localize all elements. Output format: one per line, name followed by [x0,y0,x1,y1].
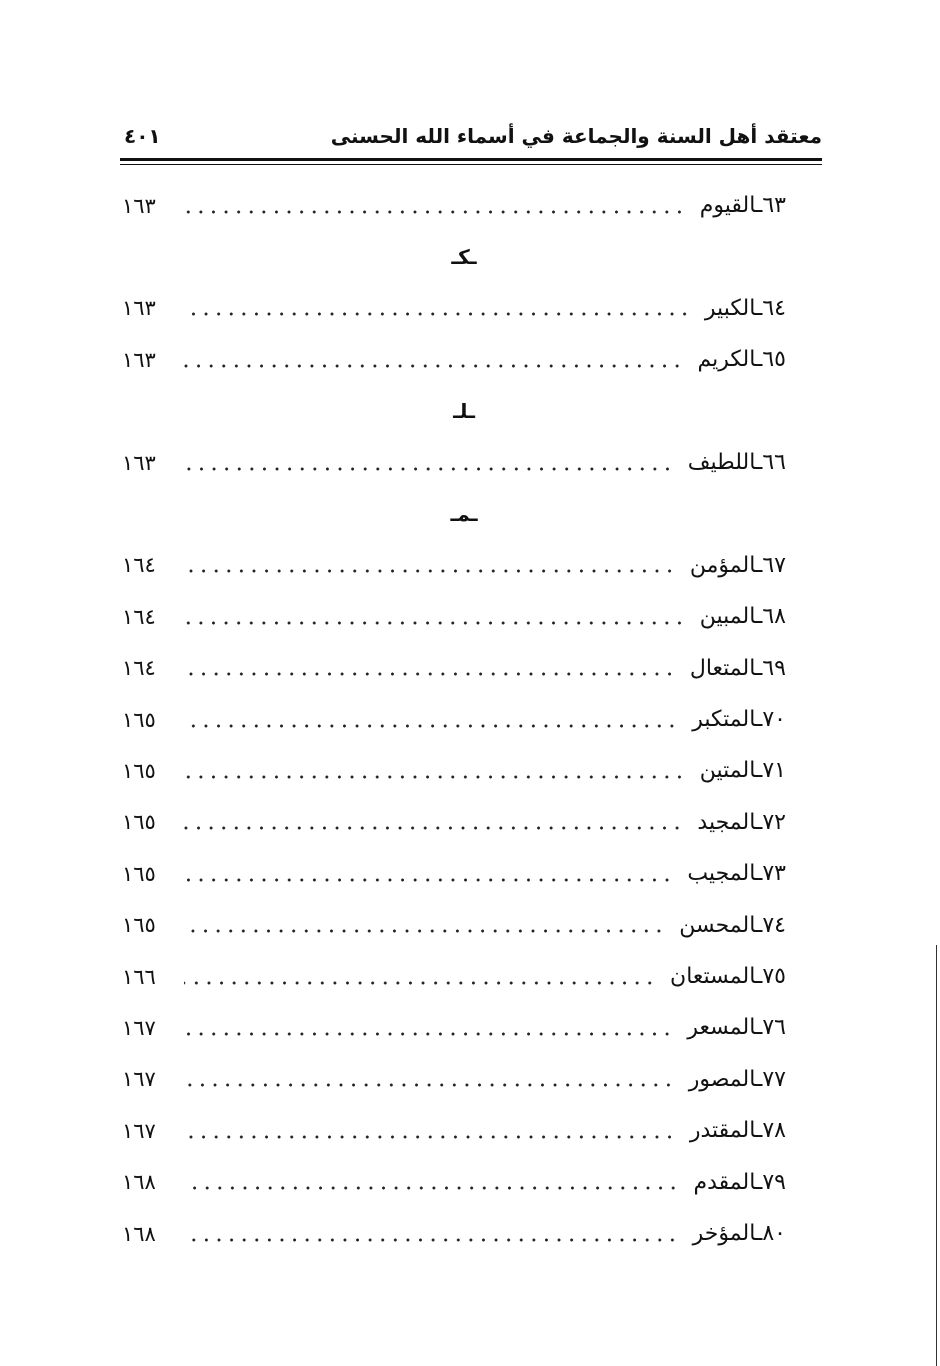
toc-entry-label [684,1118,786,1143]
toc-entry-number: ٦٧ [762,552,786,578]
toc-entry-label [664,964,786,989]
toc-entry-label [691,347,786,372]
toc-entry [122,437,786,488]
toc-entry-number: ٦٣ [762,193,786,219]
toc-entry-page: ١٦٨ [122,1170,156,1195]
toc-entry-separator: ـ [755,964,763,990]
toc-entry-label [686,707,786,732]
toc-entry-page: ١٦٣ [122,193,156,218]
toc-entry-name: الكبير [704,295,756,321]
toc-entry-page: ١٦٥ [122,758,156,783]
toc-entry-label [687,1221,786,1246]
section-heading [122,386,786,437]
toc-entry-number: ٦٤ [762,295,786,321]
toc-entry-page: ١٦٤ [122,656,156,681]
toc-entry-name: المجيد [697,809,756,835]
toc-entry [122,694,786,745]
toc-entry-label [691,810,786,835]
scan-margin-line [936,945,937,1366]
toc-entry-page: ١٦٣ [122,450,156,475]
dot-leader [184,1074,675,1096]
toc-entry-separator: ـ [755,295,763,321]
header-rule-thin [120,164,822,165]
toc-entry-name: المستعان [670,964,756,990]
section-letter: ـمـ [450,502,478,527]
toc-entry-label [681,861,786,886]
toc-entry-name: المتعال [689,655,756,681]
dot-leader [184,1177,679,1199]
toc-entry-name: المؤمن [689,552,756,578]
header-rule-thick [120,158,822,161]
toc-entry-separator: ـ [755,758,763,784]
toc-entry-separator: ـ [755,1015,763,1041]
toc-entry-label [694,758,786,783]
toc-entry-separator: ـ [755,707,763,733]
section-letter: ـلـ [453,399,475,424]
dot-leader [184,355,683,377]
toc-entry [122,745,786,796]
toc-entry-name: المتين [699,758,756,784]
toc-entry-separator: ـ [755,1169,763,1195]
dot-leader [184,1023,673,1045]
toc-entry-separator: ـ [755,552,763,578]
toc-entry-number: ٦٥ [762,347,786,373]
toc-entry-number: ٧٣ [762,861,786,887]
toc-entry [122,899,786,950]
section-heading [122,488,786,539]
toc-entry-page: ١٦٧ [122,1118,156,1143]
dot-leader [184,972,656,994]
header-page-number: ٤٠١ [124,124,161,148]
toc-entry-page: ١٦٥ [122,810,156,835]
dot-leader [184,1126,676,1148]
toc-entry [122,848,786,899]
toc-entry-number: ٧٧ [762,1066,786,1092]
dot-leader [184,715,678,737]
toc-entry-separator: ـ [755,1066,763,1092]
toc-entry [122,1002,786,1053]
toc-entry [122,951,786,1002]
dot-leader [184,458,674,480]
toc-entry-separator: ـ [755,604,763,630]
toc-entry-label [694,193,786,218]
toc-entry-page: ١٦٦ [122,964,156,989]
toc-entry-label [687,1170,786,1195]
dot-leader [184,303,691,325]
toc-entry [122,540,786,591]
dot-leader [184,817,683,839]
toc-entry-number: ٦٩ [762,655,786,681]
toc-entry-number: ٦٨ [762,604,786,630]
toc-entry-separator: ـ [755,347,763,373]
toc-entry-separator: ـ [755,193,763,219]
toc-entry [122,1105,786,1156]
dot-leader [184,1229,679,1251]
toc-entry-page: ١٦٧ [122,1067,156,1092]
toc-entry-label [694,604,786,629]
toc-entry-separator: ـ [755,450,763,476]
toc-entry-name: المتكبر [692,707,756,733]
toc-entry-page: ١٦٨ [122,1221,156,1246]
toc-entry-name: المقتدر [689,1118,756,1144]
dot-leader [184,869,673,891]
toc-entry-page: ١٦٥ [122,861,156,886]
toc-entry-label [684,656,786,681]
toc-entry-label [673,913,786,938]
toc-entry-separator: ـ [755,912,763,938]
toc-entry-name: المجيب [687,861,756,887]
toc-entry-number: ٧٨ [762,1118,786,1144]
section-letter: ـكـ [451,245,477,270]
toc-entry-name: المبين [699,604,756,630]
toc-entry-name: اللطيف [687,450,756,476]
toc-entry [122,1208,786,1259]
dot-leader [184,663,676,685]
toc-entry [122,334,786,385]
toc-entry [122,1054,786,1105]
table-of-contents [122,180,786,1259]
toc-entry-number: ٦٦ [762,450,786,476]
toc-entry-number: ٧٠ [762,707,786,733]
toc-entry-name: المحسن [679,912,756,938]
toc-entry-number: ٨٠ [762,1221,786,1246]
toc-entry-number: ٧٦ [762,1015,786,1041]
toc-entry [122,1156,786,1207]
toc-entry [122,591,786,642]
toc-entry-separator: ـ [755,655,763,681]
toc-entry-name: المقدم [693,1169,756,1195]
toc-entry [122,283,786,334]
toc-entry-label [684,553,786,578]
toc-entry-separator: ـ [755,1221,763,1246]
toc-entry-label [683,1067,786,1092]
toc-entry-page: ١٦٣ [122,347,156,372]
toc-entry-page: ١٦٥ [122,913,156,938]
section-heading [122,231,786,282]
toc-entry-page: ١٦٤ [122,604,156,629]
toc-entry-label [682,450,786,475]
toc-entry-number: ٧٢ [762,809,786,835]
dot-leader [184,766,686,788]
running-header [120,120,822,154]
toc-entry-name: المؤخر [692,1221,756,1246]
toc-entry-name: المصور [688,1066,756,1092]
toc-entry-page: ١٦٥ [122,707,156,732]
dot-leader [184,612,686,634]
toc-entry-number: ٧٩ [762,1169,786,1195]
toc-entry-page: ١٦٤ [122,553,156,578]
toc-entry [122,797,786,848]
dot-leader [184,920,665,942]
toc-entry-separator: ـ [755,1118,763,1144]
toc-entry-number: ٧١ [762,758,786,784]
toc-entry-page: ١٦٧ [122,1015,156,1040]
toc-entry-number: ٧٥ [762,964,786,990]
toc-entry-page: ١٦٣ [122,296,156,321]
toc-entry-name: القيوم [699,193,756,219]
toc-entry-number: ٧٤ [762,912,786,938]
toc-entry [122,643,786,694]
toc-entry [122,180,786,231]
toc-entry-label [681,1015,786,1040]
toc-entry-separator: ـ [755,809,763,835]
header-title: معتقد أهل السنة والجماعة في أسماء الله الحسنى [330,124,822,148]
toc-entry-separator: ـ [755,861,763,887]
toc-entry-label [699,296,786,321]
toc-entry-name: المسعر [687,1015,756,1041]
toc-entry-name: الكريم [697,347,756,373]
dot-leader [184,560,676,582]
dot-leader [184,201,686,223]
